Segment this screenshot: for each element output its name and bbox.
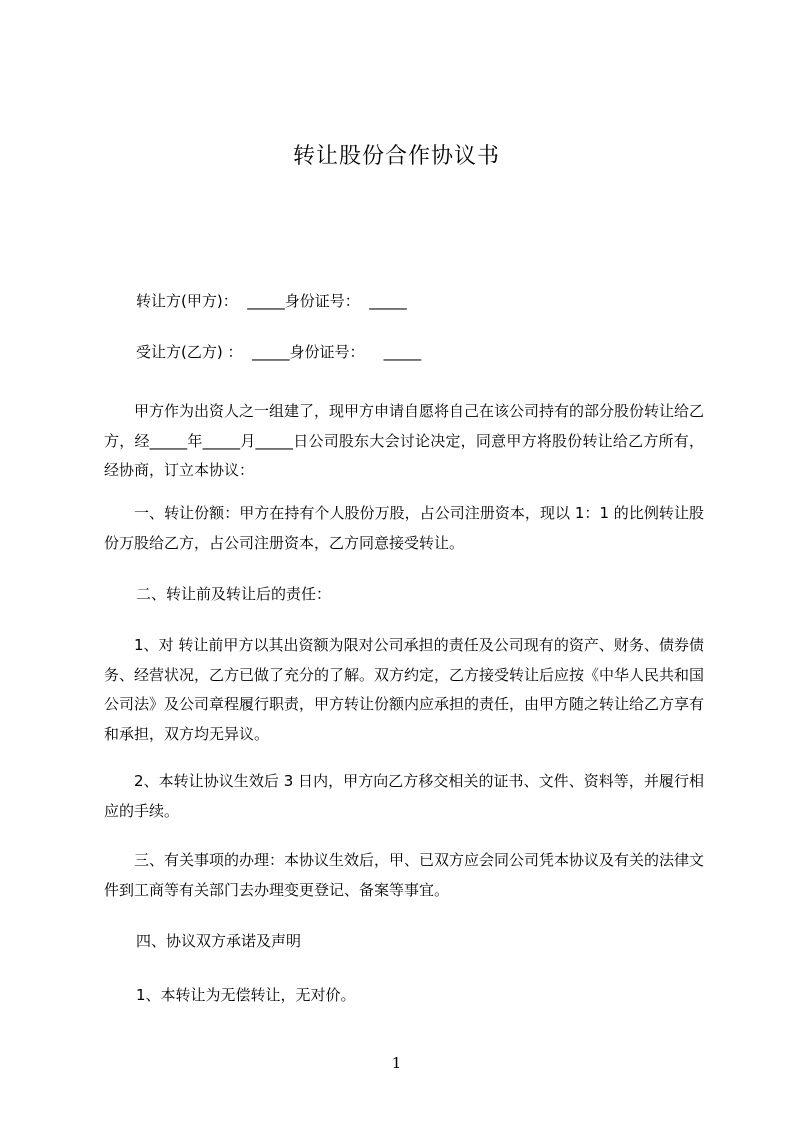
section-3-paragraph: 三、有关事项的办理：本协议生效后，甲、已双方应会同公司凭本协议及有关的法律文件到工商等有关部门去办理变更登记、备案等事宜。: [104, 851, 705, 899]
section-2-item-1: 1、对 转让前甲方以其出资额为限对公司承担的责任及公司现有的资产、财务、债券债务、经营状况，乙方已做了充分的了解。双方约定，乙方接受转让后应按《中华人民共和国公司法》及公司章程履行职责，甲方转让份额内应承担的责任，由甲方随之转让给乙方享有和承担，双方均无异议。: [104, 636, 705, 743]
section-4-heading: 四、协议双方承诺及声明: [136, 932, 302, 950]
section-1-paragraph: 一、转让份额：甲方在持有个人股份万股，占公司注册资本，现以 1：1 的比例转让股份万股给乙方，占公司注册资本，乙方同意接受转让。: [104, 504, 704, 552]
party-a-line: 转让方(甲方)： _____身份证号： _____: [136, 292, 407, 310]
section-4-item-1: 1、本转让为无偿转让，无对价。: [136, 986, 356, 1004]
party-b-line: 受让方(乙方) ： _____身份证号： _____: [136, 343, 422, 361]
section-2-heading: 二、转让前及转让后的责任：: [136, 585, 332, 603]
intro-paragraph: 甲方作为出资人之一组建了，现甲方申请自愿将自己在该公司持有的部分股份转让给乙方，经_____年_____月_____日公司股东大会讨论决定，同意甲方将股份转让给乙方所有，经协商，订立本协议：: [104, 402, 705, 479]
section-2-item-2: 2、本转让协议生效后 3 日内，甲方向乙方移交相关的证书、文件、资料等，并履行相应的手续。: [104, 772, 704, 820]
page-number: 1: [391, 1054, 402, 1072]
document-title: 转让股份合作协议书: [292, 144, 500, 169]
